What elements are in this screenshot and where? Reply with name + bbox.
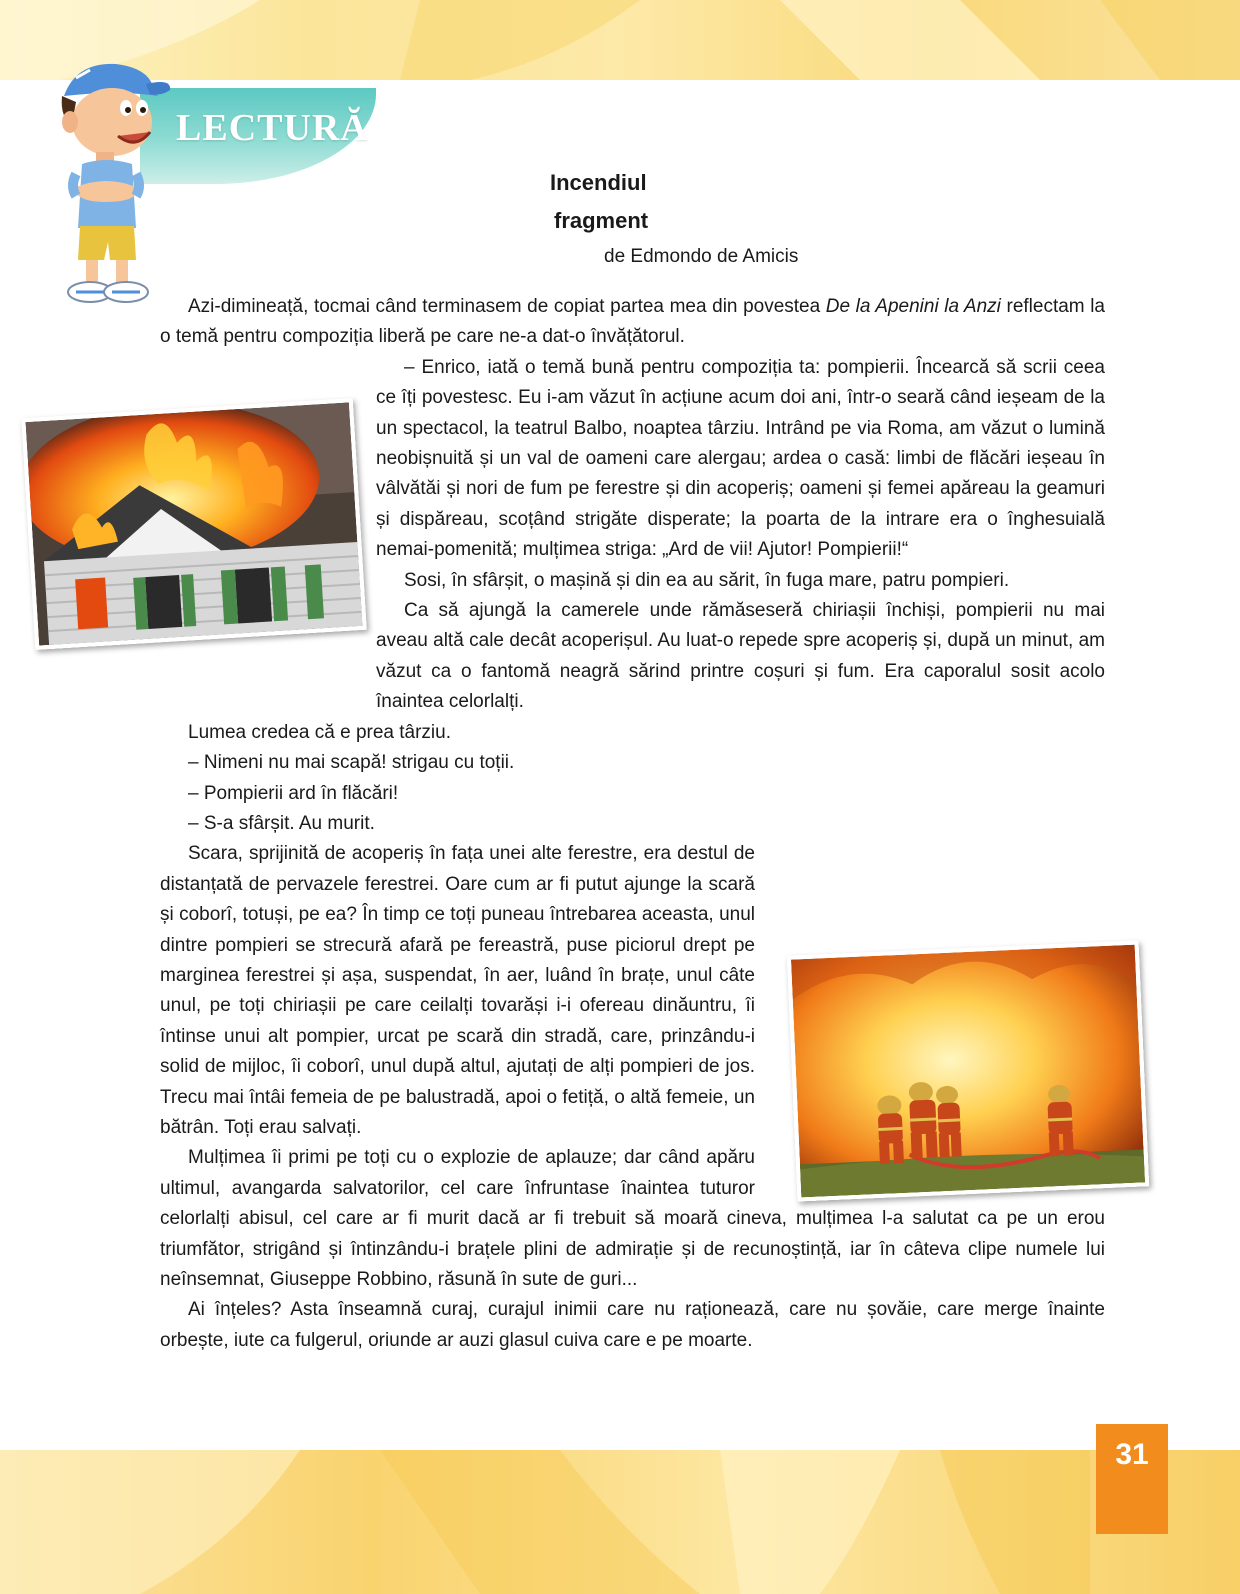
paragraph-9: Scara, sprijinită de acoperiș în fața unei alte ferestre, era destul de distanțată de pervazele ferestrei. Oare cum ar fi putut ajunge la scară și coborî, totuși, pe ea? În timp ce toți puneau întrebarea aceasta, unul dintre pompieri se strecură afară pe fereastră, puse piciorul drept pe marginea ferestrei și așa, suspendat, în aer, luând în brațe, unul câte unul, pe toți chiriașii pe care ceilalți tovarăși i-i ofereau dinăuntru, îi întinse unui alt pompier, urcat pe scară din stradă, care, prinzându-i solid de mijloc, îi coborî, unul după altul, ajutați de alți pompieri de jos. Trecu mai întâi femeia de pe balustradă, apoi o fetiță, o altă femeie, un bătrân. Toți erau salvați. bbox=[160, 843, 755, 1138]
paragraph-1-text-b: reflectam la o temă pentru compoziția liberă pe care ne-a dat-o învățătorul. bbox=[160, 296, 1105, 348]
bottom-decorative-band bbox=[0, 1450, 1240, 1594]
story-author: de Edmondo de Amicis bbox=[604, 246, 799, 267]
paragraph-1 bbox=[160, 292, 1105, 353]
story-subtitle: fragment bbox=[554, 208, 649, 233]
paragraph-2: – Enrico, iată o temă bună pentru compoziția ta: pompierii. Încearcă să scrii ceea ce îți povestesc. Eu i-am văzut în acțiune acum doi ani, într-o seară când ieșeam de la un spectacol, la teatrul Balbo, noaptea târziu. Intrând pe via Roma, am văzut o lumină neobișnuită și un val de oameni care alergau; ardea o casă: limbi de flăcări ieșeau în vâlvătăi și nori de fum pe ferestre și din acoperiș; oameni și femei apăreau la geamuri și dispăreau, scoțând strigăte disperate; la poarta de la intrare era o înghesuială nemai-pomenită; mulțimea striga: „Ard de vii! Ajutor! Pompierii!“ bbox=[376, 356, 1105, 561]
story-title: Incendiul bbox=[550, 170, 647, 195]
paragraph-5: Lumea credea că e prea târziu. bbox=[188, 721, 451, 743]
paragraph-8: – S-a sfârșit. Au murit. bbox=[188, 812, 375, 834]
paragraph-6: – Nimeni nu mai scapă! strigau cu toții. bbox=[188, 752, 515, 774]
paragraph-10: Mulțimea îi primi pe toți cu o explozie de aplauze; dar când apăru ultimul, avangarda salvatorilor, cel care înfruntase înaintea tuturor celorlalți abisul, cel care ar fi murit dacă ar fi trebuit să moară cineva, mulțimea l-a salutat ca pe un erou triumfător, strigând și întinzându-i brațele plini de admirație și de recunoștință, iar în câteva clipe numele lui neînsemnat, Giuseppe Robbino, răsună în sute de guri... bbox=[160, 1147, 1105, 1290]
paragraph-1-text-a: Azi-dimineață, tocmai când terminasem de copiat partea mea din povestea bbox=[188, 296, 826, 317]
paragraph-11: Ai înțeles? Asta înseamnă curaj, curajul inimii care nu raționează, care nu șovăie, care merge înainte orbește, iute ca fulgerul, oriunde ar auzi glasul cuiva care e pe moarte. bbox=[160, 1299, 1105, 1351]
image-space-right bbox=[755, 907, 1105, 1177]
boy-mascot-illustration bbox=[46, 56, 176, 311]
image-space-left bbox=[160, 357, 376, 689]
paragraph-7: – Pompierii ard în flăcări! bbox=[188, 782, 399, 804]
page-number: 31 bbox=[1096, 1424, 1168, 1534]
story-text bbox=[160, 292, 1105, 1356]
book-title-italic: De la Apenini la Anzi bbox=[825, 296, 1001, 317]
section-title: LECTURĂ bbox=[176, 107, 369, 149]
paragraph-3: Sosi, în sfârșit, o mașină și din ea au sărit, în fuga mare, patru pompieri. bbox=[404, 569, 1010, 591]
top-decorative-band bbox=[0, 0, 1240, 80]
paragraph-4: Ca să ajungă la camerele unde rămăseseră chiriașii închiși, pompierii nu mai aveau altă cale decât acoperișul. Au luat-o repede spre acoperiș și, după un minut, am văzut ca o fantomă neagră sărind printre coșuri și fum. Era caporalul sosit acolo înaintea celorlalți. bbox=[376, 600, 1105, 713]
